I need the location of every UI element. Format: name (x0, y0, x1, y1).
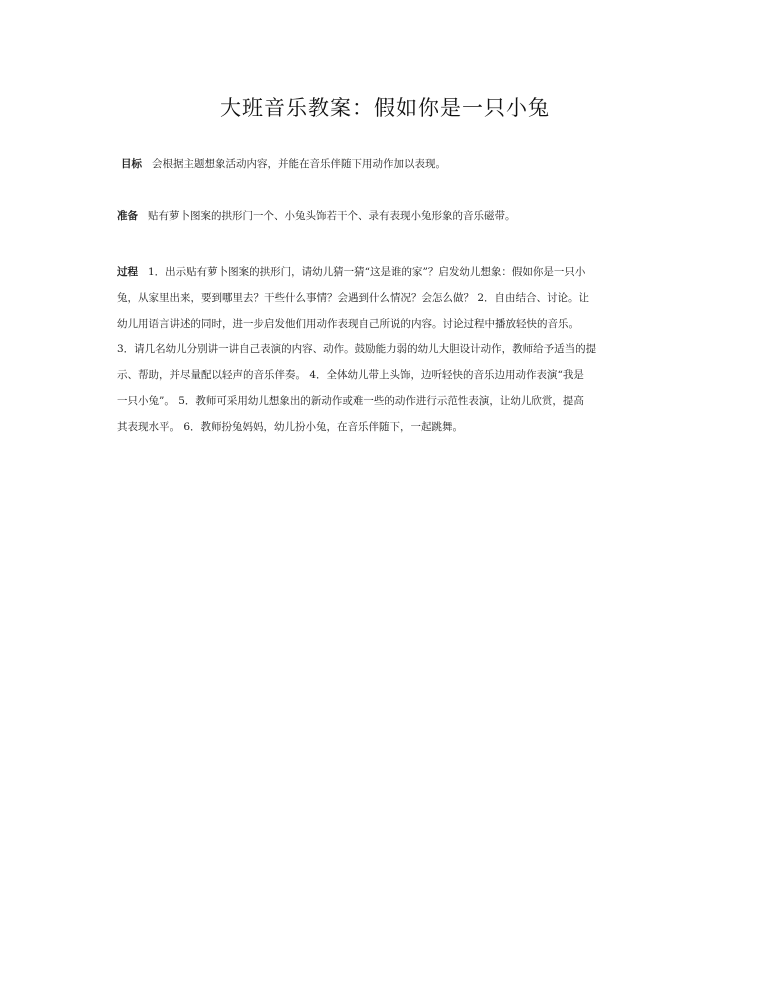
preparation-label: 准备 (117, 210, 138, 222)
goal-text: 会根据主题想象活动内容，并能在音乐伴随下用动作加以表现。 (152, 158, 446, 170)
process-line: 一只小兔”。 5．教师可采用幼儿想象出的新动作或难一些的动作进行示范性表演，让幼儿欣赏，提高 (117, 394, 584, 407)
process-line: 示、帮助，并尽量配以轻声的音乐伴奏。 4．全体幼儿带上头饰，边听轻快的音乐边用动作表演“我是 (117, 369, 584, 382)
process-label: 过程 (117, 266, 138, 278)
goal-section (121, 156, 661, 171)
page-title: 大班音乐教案：假如你是一只小兔 (220, 96, 550, 120)
process-line: 其表现水平。 6．教师扮兔妈妈，幼儿扮小兔，在音乐伴随下，一起跳舞。 (117, 420, 464, 433)
process-line (117, 260, 657, 286)
process-line: 兔，从家里出来，要到哪里去？干些什么事情？会遇到什么情况？会怎么做？ 2．自由结合、讨论。让 (117, 291, 590, 304)
process-section (117, 260, 657, 441)
process-line: 幼儿用语言讲述的同时，进一步启发他们用动作表现自己所说的内容。讨论过程中播放轻快的音乐。 (117, 317, 579, 330)
preparation-text: 贴有萝卜图案的拱形门一个、小兔头饰若干个、录有表现小兔形象的音乐磁带。 (148, 210, 516, 222)
process-line: 3．请几名幼儿分别讲一讲自己表演的内容、动作。鼓励能力弱的幼儿大胆设计动作，教师给予适当的提 (117, 343, 597, 356)
process-line-text: 1．出示贴有萝卜图案的拱形门，请幼儿猜一猜“这是谁的家”？启发幼儿想象：假如你是一只小 (148, 266, 586, 278)
goal-label: 目标 (121, 158, 142, 170)
preparation-section (117, 208, 657, 223)
